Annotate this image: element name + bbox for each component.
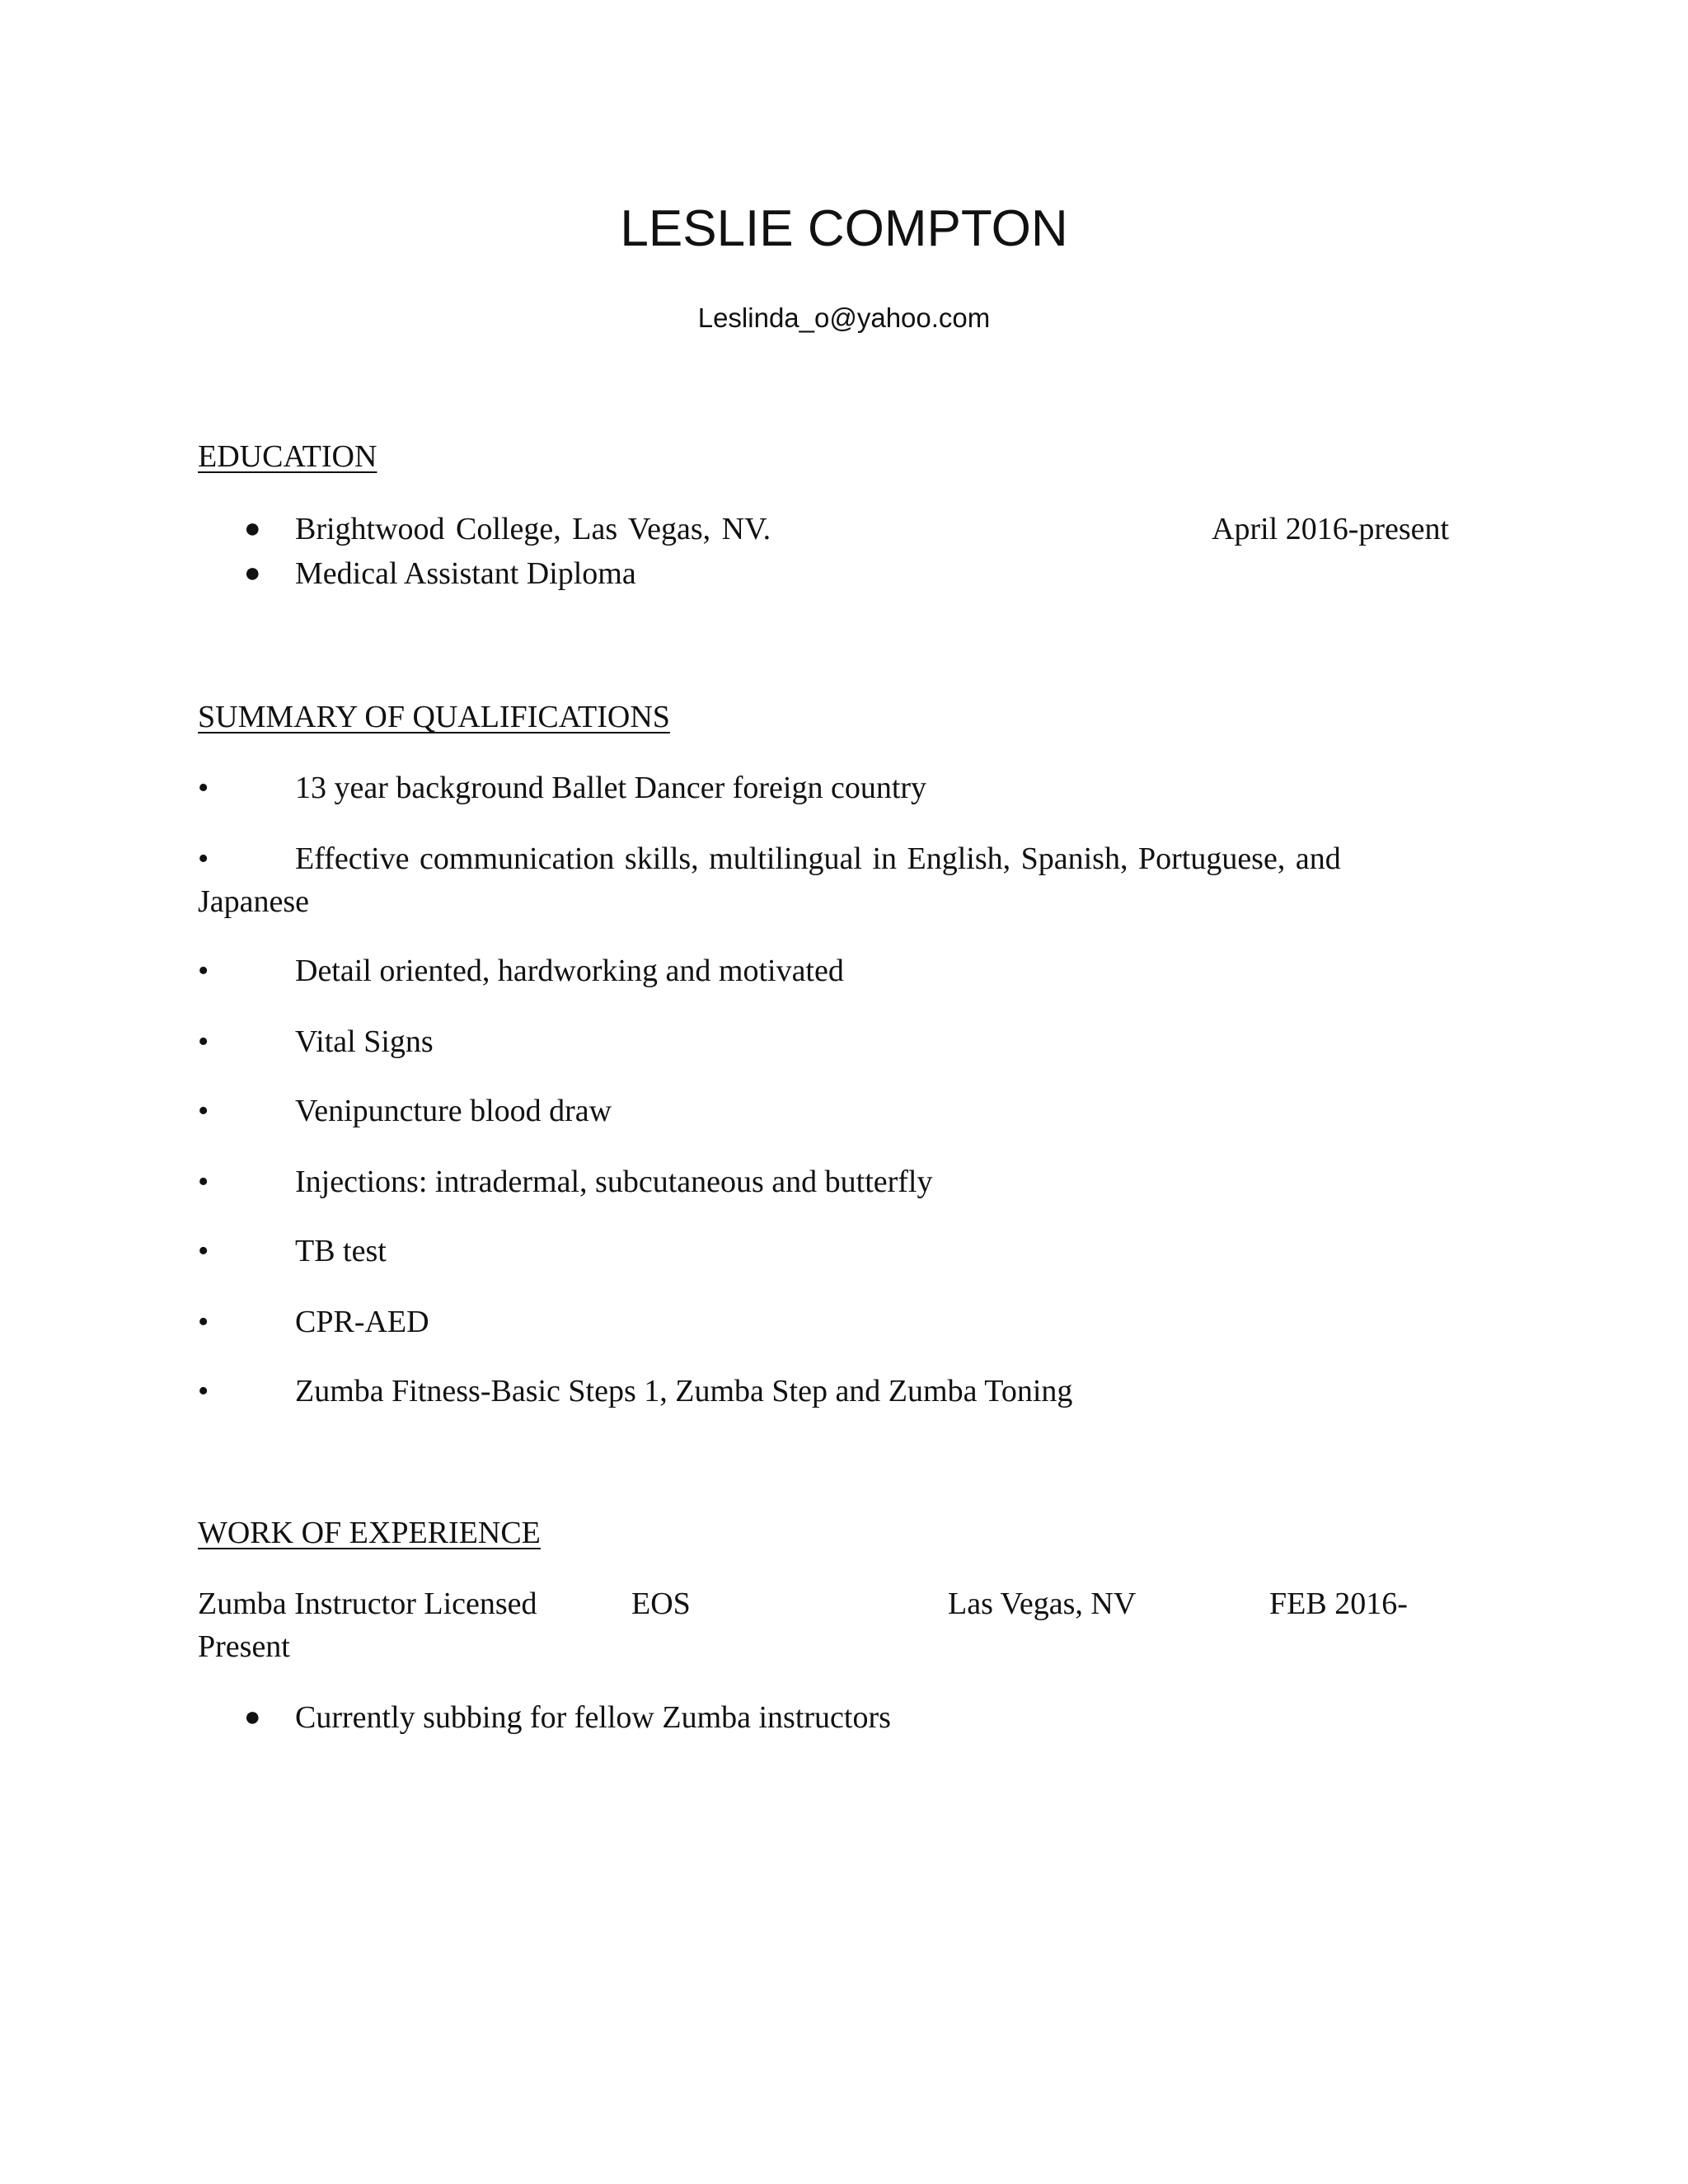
qualifications-heading: SUMMARY OF QUALIFICATIONS <box>198 700 670 734</box>
job-date: FEB 2016- <box>1269 1586 1408 1621</box>
bullet-icon: ● <box>244 513 261 544</box>
qualification-item: Zumba Fitness-Basic Steps 1, Zumba Step and Zumba Toning <box>295 1374 1073 1408</box>
bullet-icon: • <box>198 1094 209 1128</box>
job-company: EOS <box>631 1586 691 1621</box>
qualification-item: CPR-AED <box>295 1305 429 1339</box>
resume-name: LESLIE COMPTON <box>620 200 1068 257</box>
job-title: Zumba Instructor Licensed <box>198 1586 537 1621</box>
qualification-item-continuation: Japanese <box>198 884 310 919</box>
education-diploma: Medical Assistant Diploma <box>295 556 636 591</box>
job-date-continuation: Present <box>198 1629 290 1664</box>
experience-heading: WORK OF EXPERIENCE <box>198 1516 541 1550</box>
education-heading: EDUCATION <box>198 439 377 474</box>
qualification-item: Vital Signs <box>295 1024 434 1059</box>
bullet-icon: ● <box>244 1702 261 1732</box>
bullet-icon: • <box>198 1165 209 1199</box>
education-date: April 2016-present <box>1212 512 1450 546</box>
bullet-icon: • <box>198 1305 209 1339</box>
job-location: Las Vegas, NV <box>948 1586 1137 1621</box>
qualification-item: 13 year background Ballet Dancer foreign country <box>295 771 927 805</box>
bullet-icon: • <box>198 1234 209 1268</box>
qualification-item: Effective communication skills, multilingual in English, Spanish, Portuguese, and <box>295 841 1341 876</box>
bullet-icon: • <box>198 841 209 876</box>
bullet-icon: • <box>198 1374 209 1408</box>
bullet-icon: ● <box>244 558 261 588</box>
education-school: Brightwood College, Las Vegas, NV. <box>295 512 771 546</box>
qualification-item: TB test <box>295 1234 387 1268</box>
bullet-icon: • <box>198 771 209 805</box>
qualification-item: Detail oriented, hardworking and motivated <box>295 954 844 988</box>
bullet-icon: • <box>198 1024 209 1059</box>
bullet-icon: • <box>198 954 209 988</box>
job-duty: Currently subbing for fellow Zumba instructors <box>295 1700 891 1735</box>
qualification-item: Injections: intradermal, subcutaneous and butterfly <box>295 1165 933 1199</box>
contact-email: Leslinda_o@yahoo.com <box>697 302 991 333</box>
qualification-item: Venipuncture blood draw <box>295 1094 612 1128</box>
